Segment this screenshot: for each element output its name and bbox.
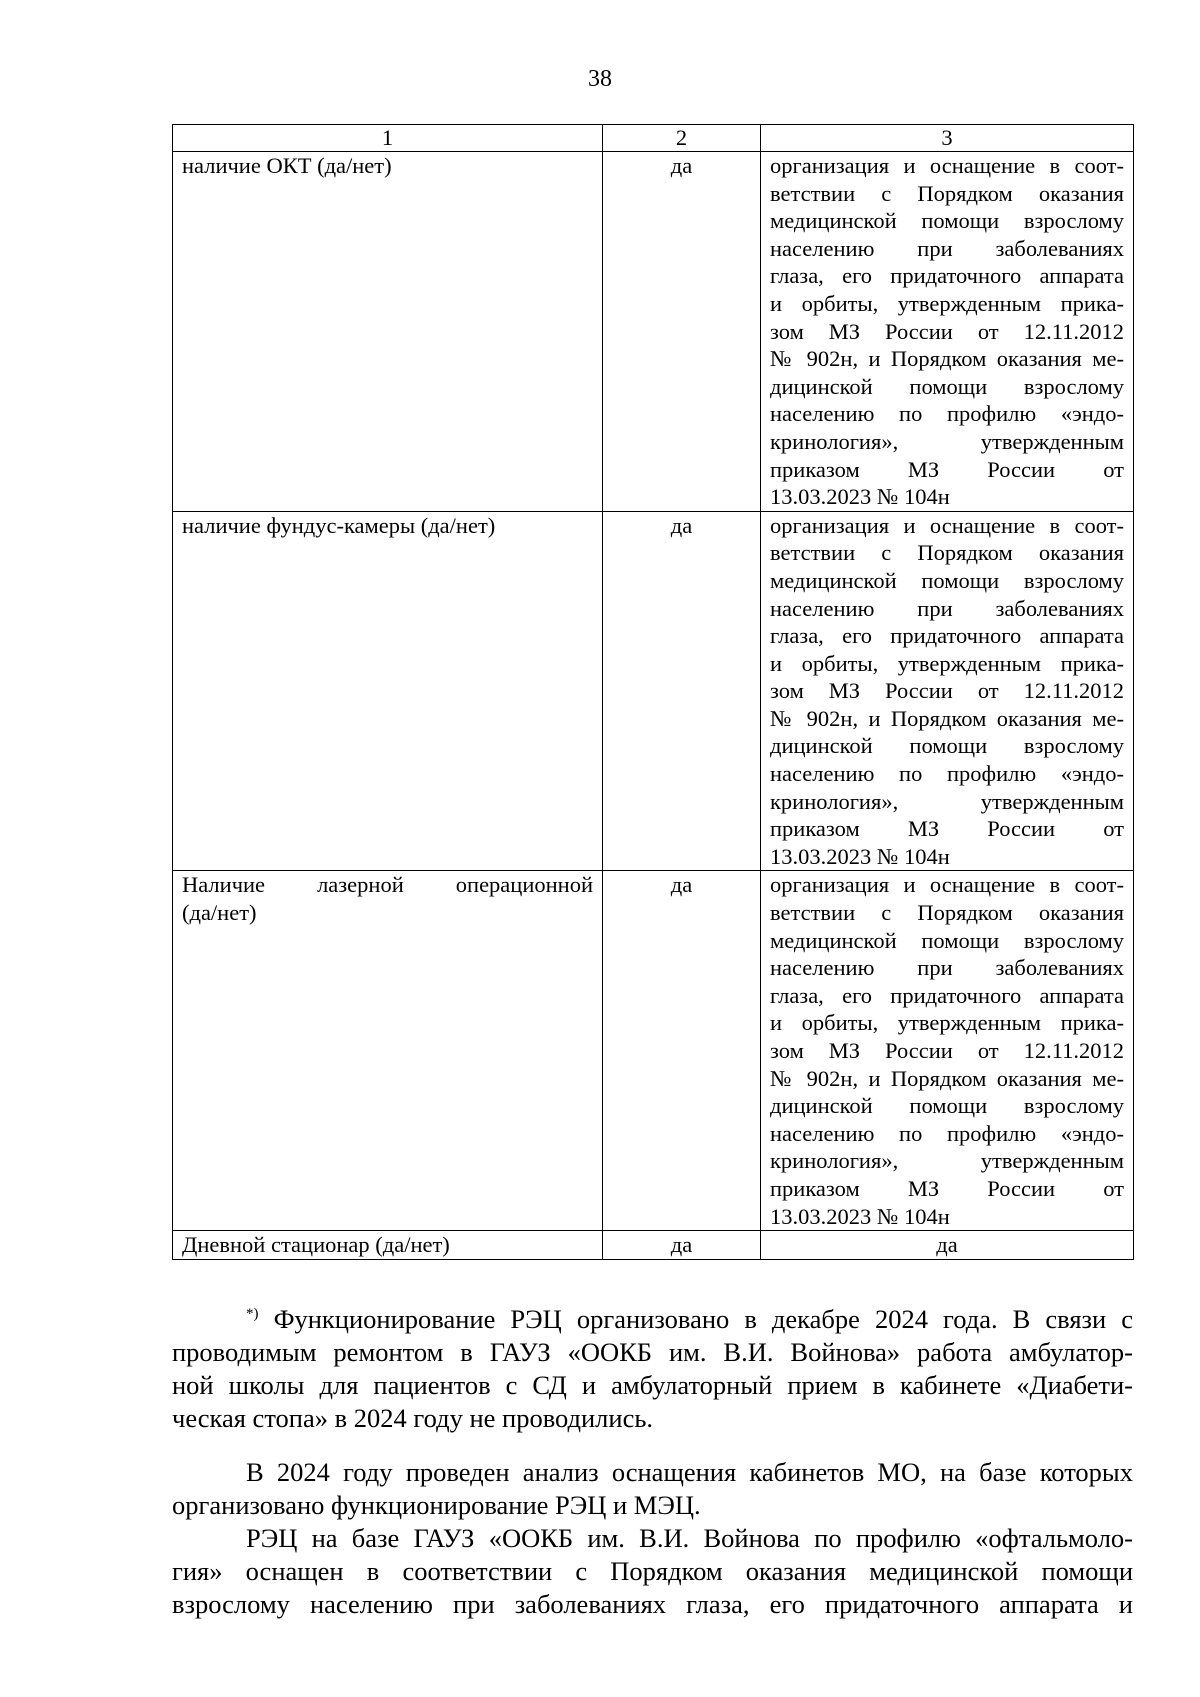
footnote-line: ческая стопа» в 2024 году не проводились. xyxy=(172,1403,654,1433)
equipment-table xyxy=(172,124,1134,1260)
row-note-line: организация и оснащение в соот- xyxy=(770,512,1124,538)
row-note-line: приказом МЗ России от xyxy=(770,816,1124,842)
row-note-line: и орбиты, утвержденным прика- xyxy=(770,650,1124,676)
row-note xyxy=(761,871,1134,1231)
column-header-3: 3 xyxy=(761,125,1134,152)
row-note-line: 13.03.2023 № 104н xyxy=(770,484,950,510)
row-note-line: дицинской помощи взрослому xyxy=(770,1093,1124,1119)
analysis-paragraph xyxy=(172,1456,1133,1522)
row-note-line: населению по профилю «эндо- xyxy=(770,401,1124,427)
row-note-line: кринология», утвержденным xyxy=(770,788,1124,814)
paragraph-line: гия» оснащен в соответствии с Порядком оказания медицинской помощи xyxy=(172,1556,1133,1586)
row-note-line: медицинской помощи взрослому xyxy=(770,208,1124,234)
row-value: да xyxy=(603,152,761,512)
column-header-1: 1 xyxy=(173,125,603,152)
table-row xyxy=(173,511,1134,871)
row-label-line: (да/нет) xyxy=(182,900,257,926)
row-note-line: и орбиты, утвержденным прика- xyxy=(770,1010,1124,1036)
row-note-line: глаза, его придаточного аппарата xyxy=(770,982,1124,1008)
table-row xyxy=(173,1231,1134,1260)
row-note-line: глаза, его придаточного аппарата xyxy=(770,623,1124,649)
footnote-paragraph xyxy=(172,1298,1133,1435)
row-label-line: наличие ОКТ (да/нет) xyxy=(182,153,392,178)
row-label xyxy=(173,511,603,871)
row-note-line: организация и оснащение в соот- xyxy=(770,153,1124,178)
row-note-line: зом МЗ России от 12.11.2012 xyxy=(770,678,1124,704)
row-note-line: зом МЗ России от 12.11.2012 xyxy=(770,318,1124,344)
footnote-line: *) Функционирование РЭЦ организовано в декабре 2024 года. В связи с xyxy=(246,1304,1133,1334)
row-note-line: № 902н, и Порядком оказания ме- xyxy=(770,705,1124,731)
row-note-line: кринология», утвержденным xyxy=(770,428,1124,454)
row-note-line: ветствии с Порядком оказания xyxy=(770,180,1124,206)
row-note-line: медицинской помощи взрослому xyxy=(770,927,1124,953)
row-value: да xyxy=(603,511,761,871)
row-value: да xyxy=(603,871,761,1231)
row-note-line: организация и оснащение в соот- xyxy=(770,872,1124,898)
row-note-line: ветствии с Порядком оказания xyxy=(770,900,1124,926)
table-row xyxy=(173,152,1134,512)
row-note xyxy=(761,152,1134,512)
row-value: да xyxy=(603,1231,761,1260)
row-note-line: 13.03.2023 № 104н xyxy=(770,843,950,869)
row-note-line: № 902н, и Порядком оказания ме- xyxy=(770,346,1124,372)
footnote-marker: *) xyxy=(246,1306,259,1322)
row-note: да xyxy=(761,1231,1134,1260)
row-label-line: наличие фундус-камеры (да/нет) xyxy=(182,512,496,538)
row-note-line: глаза, его придаточного аппарата xyxy=(770,263,1124,289)
row-note-line: населению по профилю «эндо- xyxy=(770,761,1124,787)
row-label xyxy=(173,871,603,1231)
row-label-line: Наличие лазерной операционной xyxy=(182,872,593,898)
page-number: 38 xyxy=(588,66,612,92)
row-label xyxy=(173,152,603,512)
row-note-line: № 902н, и Порядком оказания ме- xyxy=(770,1065,1124,1091)
row-note-line: населению при заболеваниях xyxy=(770,955,1124,981)
row-note-line: ветствии с Порядком оказания xyxy=(770,540,1124,566)
row-note-line: приказом МЗ России от xyxy=(770,456,1124,482)
paragraph-line: взрослому населению при заболеваниях глаза, его придаточного аппарата и xyxy=(172,1589,1133,1619)
column-header-2: 2 xyxy=(603,125,761,152)
rec-paragraph xyxy=(172,1522,1133,1621)
row-note-line: населению при заболеваниях xyxy=(770,595,1124,621)
row-note-line: и орбиты, утвержденным прика- xyxy=(770,290,1124,316)
row-note-line: населению при заболеваниях xyxy=(770,235,1124,261)
footnote-line: ной школы для пациентов с СД и амбулаторный прием в кабинете «Диабети- xyxy=(172,1370,1133,1400)
row-label: Дневной стационар (да/нет) xyxy=(173,1231,603,1260)
table-row xyxy=(173,871,1134,1231)
row-note-line: кринология», утвержденным xyxy=(770,1148,1124,1174)
row-note-line: приказом МЗ России от xyxy=(770,1175,1124,1201)
footnote-line: проводимым ремонтом в ГАУЗ «ООКБ им. В.И. Войнова» работа амбулатор- xyxy=(172,1337,1133,1367)
table-header-row xyxy=(173,125,1134,152)
row-note-line: зом МЗ России от 12.11.2012 xyxy=(770,1038,1124,1063)
paragraph-line: РЭЦ на базе ГАУЗ «ООКБ им. В.И. Войнова по профилю «офтальмоло- xyxy=(246,1523,1133,1553)
paragraph-line: В 2024 году проведен анализ оснащения кабинетов МО, на базе которых xyxy=(246,1457,1133,1487)
paragraph-line: организовано функционирование РЭЦ и МЭЦ. xyxy=(172,1490,701,1520)
row-note-line: 13.03.2023 № 104н xyxy=(770,1203,950,1229)
row-note-line: дицинской помощи взрослому xyxy=(770,373,1124,399)
row-note-line: медицинской помощи взрослому xyxy=(770,567,1124,593)
row-note xyxy=(761,511,1134,871)
row-note-line: населению по профилю «эндо- xyxy=(770,1120,1124,1146)
row-note-line: дицинской помощи взрослому xyxy=(770,733,1124,759)
